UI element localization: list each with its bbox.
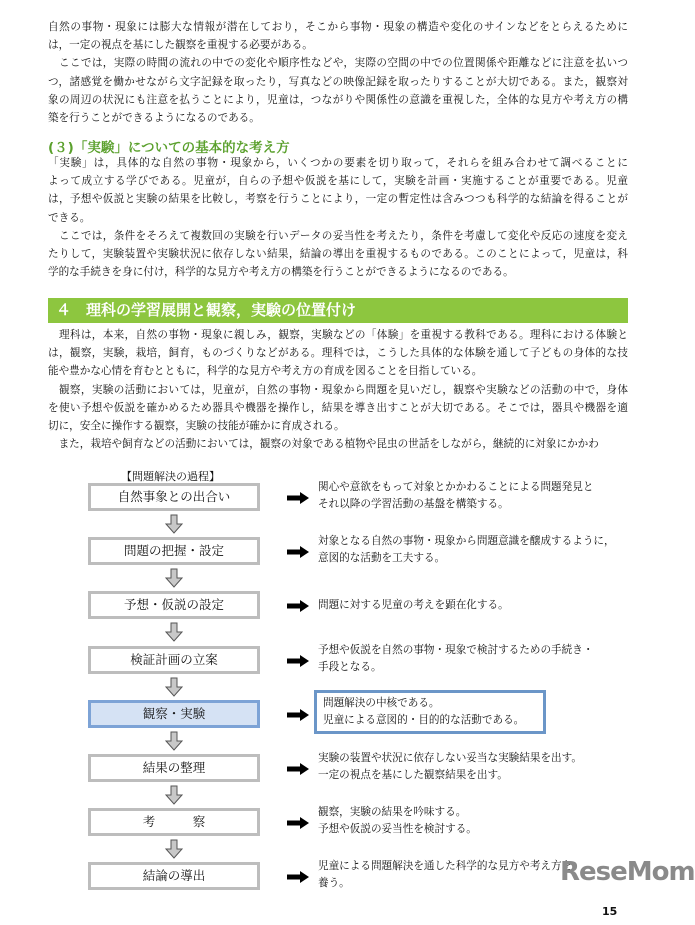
flow-step-box: 自然事象との出合い	[88, 483, 260, 511]
text-line: 学的な手続きを身に付け，科学的な見方や考え方の構築を行うことができるようになるのである。	[48, 266, 514, 279]
flow-step-description	[314, 690, 546, 734]
flow-step-description	[318, 479, 618, 513]
text-line: を使い予想や仮説を確かめるため器具や機器を操作し，結果を導き出すことが大切である。そこでは，器具や機器を適	[48, 401, 628, 414]
right-arrow-icon	[287, 709, 309, 721]
description-line: 予想や仮説を自然の事物・現象で検討するための手続き・	[318, 643, 594, 656]
right-arrow-icon	[287, 871, 309, 883]
description-line: 実験の装置や状況に依存しない妥当な実験結果を出す。	[318, 752, 582, 764]
section-4-heading: ４ 理科の学習展開と観察，実験の位置付け	[48, 298, 628, 323]
flow-step-box: 考 察	[88, 808, 260, 836]
flow-step-description	[318, 533, 618, 567]
text-line: ここでは，条件をそろえて複数回の実験を行いデータの妥当性を考えたり，条件を考慮して変化や反応の速度を変え	[48, 229, 628, 242]
flow-step-box: 予想・仮説の設定	[88, 591, 260, 619]
right-arrow-icon	[287, 763, 309, 775]
description-line: 問題解決の中核である。	[323, 696, 440, 709]
page-number: 15	[602, 905, 618, 918]
description-line: 児童による意図的・目的的な活動である。	[323, 713, 525, 726]
description-line: 児童による問題解決を通した科学的な見方や考え方を	[318, 860, 573, 873]
section-3-body	[48, 154, 628, 281]
description-line: 観察，実験の結果を吟味する。	[318, 806, 467, 819]
right-arrow-icon	[287, 546, 309, 558]
text-line: つ，諸感覚を働かせながら文字記録を取ったり，写真などの映像記録を取ったりすることが大切である。また，観察対	[48, 75, 628, 88]
flow-step-description	[318, 597, 618, 614]
text-line: できる。	[48, 211, 91, 224]
text-line: 切に，安全に操作する観察，実験の技能が確かに育成される。	[48, 419, 345, 432]
description-line: 一定の視点を基にした観察結果を出す。	[318, 769, 508, 781]
description-line: それ以降の学習活動の基盤を構築する。	[318, 498, 509, 510]
down-arrow-icon	[165, 622, 183, 642]
description-line: 意図的な活動を工夫する。	[318, 552, 446, 565]
section-3-heading: (３)「実験」についての基本的な考え方	[48, 140, 290, 156]
right-arrow-icon	[287, 817, 309, 829]
description-line: 予想や仮説の妥当性を検討する。	[318, 823, 477, 836]
text-line: は，観察，実験，栽培，飼育，ものづくりなどがある。理科では，こうした具体的な体験を通して子どもの身体的な技	[48, 347, 628, 360]
text-line: たりして，実験装置や実験状況に依存しない結果，結論の導出を重視するものである。このことによって，児童は，科	[48, 247, 628, 260]
flow-step-box: 問題の把握・設定	[88, 537, 260, 565]
description-line: 対象となる自然の事物・現象から問題意識を醸成するように，	[318, 535, 615, 548]
text-line: は，予想や仮説と実験の結果を比較し，考察を行うことにより，一定の暫定性は含みつつも科学的な結論を得ることが	[48, 193, 628, 206]
text-line: ここでは，実際の時間の流れの中での変化や順序性などや，実際の空間の中での位置関係や距離などに注意を払いつ	[48, 57, 628, 70]
down-arrow-icon	[165, 514, 183, 534]
description-line: 問題に対する児童の考えを顕在化する。	[318, 599, 509, 612]
flow-step-description	[318, 804, 618, 838]
text-line: 「実験」は，具体的な自然の事物・現象から，いくつかの要素を切り取って，それらを組み合わせて調べることに	[48, 157, 628, 169]
text-line: 自然の事物・現象には膨大な情報が潜在しており，そこから事物・現象の構造や変化のサインなどをとらえるために	[48, 21, 628, 33]
flow-step-description	[318, 642, 618, 676]
resemom-logo: ReseMom	[560, 857, 695, 887]
flow-step-box: 観察・実験	[88, 700, 260, 728]
text-line: 理科は，本来，自然の事物・現象に親しみ，観察，実験などの「体験」を重視する教科である。理科における体験と	[48, 329, 628, 341]
description-line: 養う。	[318, 877, 350, 890]
text-line: 築を行うことができるようになるのである。	[48, 111, 260, 124]
text-line: 能や豊かな心情を育むとともに，科学的な見方や考え方の育成を図ることを目指している。	[48, 365, 483, 378]
section-4-body	[48, 326, 628, 453]
text-line: よって成立する学びである。児童が，自らの予想や仮説を基にして，実験を計画・実施することが重要である。児童	[48, 175, 628, 188]
down-arrow-icon	[165, 785, 183, 805]
flow-label: 【問題解決の過程】	[121, 470, 220, 483]
down-arrow-icon	[165, 677, 183, 697]
description-line: 手段となる。	[318, 660, 382, 673]
flow-step-box: 結論の導出	[88, 862, 260, 890]
right-arrow-icon	[287, 600, 309, 612]
description-line: 関心や意欲をもって対象とかかわることによる問題発見と	[318, 481, 594, 493]
flow-step-box: 検証計画の立案	[88, 646, 260, 674]
flow-step-description	[318, 750, 618, 784]
intro-paragraph	[48, 18, 628, 127]
text-line: 観察，実験の活動においては，児童が，自然の事物・現象から問題を見いだし，観察や実験などの活動の中で，身体	[48, 383, 628, 396]
text-line: また，栽培や飼育などの活動においては，観察の対象である植物や昆虫の世話をしながら，継続的に対象にかかわ	[48, 438, 599, 451]
right-arrow-icon	[287, 655, 309, 667]
flow-step-box: 結果の整理	[88, 754, 260, 782]
right-arrow-icon	[287, 492, 309, 504]
down-arrow-icon	[165, 839, 183, 859]
text-line: 象の周辺の状況にも注意を払うことにより，児童は，つながりや関係性の意識を重視した，全体的な見方や考え方の構	[48, 93, 628, 106]
down-arrow-icon	[165, 731, 183, 751]
text-line: は，一定の視点を基にした観察を重視する必要がある。	[48, 39, 313, 52]
down-arrow-icon	[165, 568, 183, 588]
